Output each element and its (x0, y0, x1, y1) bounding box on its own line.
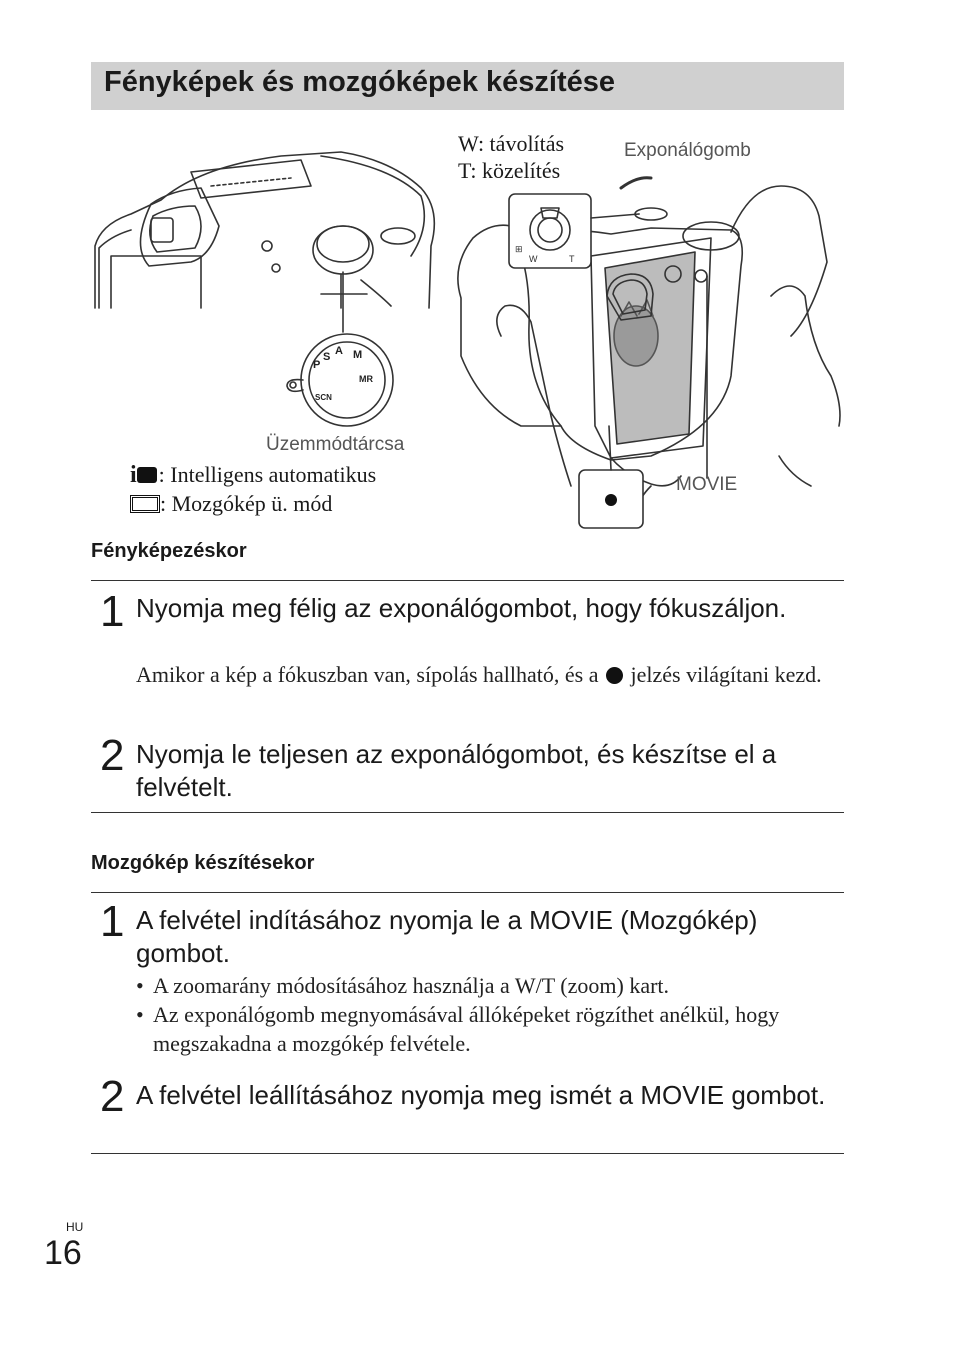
camera-top-view (95, 152, 434, 308)
step-number: 2 (100, 1072, 125, 1121)
mode-dial-label: Üzemmódtárcsa (266, 434, 405, 455)
dial-letter: SCN (315, 393, 332, 402)
dial-letter: A (335, 345, 343, 357)
lever-w-label: W (529, 254, 538, 264)
legend-movie-text: : Mozgókép ü. mód (160, 491, 333, 516)
legend-movie (130, 491, 332, 517)
step-heading: A felvétel leállításához nyomja meg ismét a MOVIE gombot. (136, 1080, 826, 1110)
movie-section-title: Mozgókép készítésekor (91, 852, 315, 874)
movie-mode-icon (130, 495, 160, 513)
intelligent-auto-icon: i (130, 462, 137, 488)
movie-label: MOVIE (676, 474, 738, 495)
zoom-t-label: T: közelítés (458, 158, 561, 183)
photo-section-title: Fényképezéskor (91, 540, 247, 562)
divider (91, 812, 844, 813)
step-number: 1 (100, 587, 125, 636)
divider (91, 1153, 844, 1154)
step-body (136, 660, 836, 689)
page-number: 16 (44, 1234, 82, 1272)
dial-letter: P (313, 359, 321, 371)
lever-t-label: T (569, 254, 575, 264)
divider (91, 580, 844, 581)
divider (91, 892, 844, 893)
dial-letter: MR (359, 374, 373, 384)
shutter-label: Exponálógomb (624, 140, 751, 161)
step-bullets (136, 971, 836, 1058)
page-title: Fényképek és mozgóképek készítése (104, 66, 615, 98)
step-number: 2 (100, 731, 125, 780)
dial-letter: S (323, 351, 331, 363)
language-code: HU (66, 1220, 84, 1234)
camera-icon (137, 467, 157, 483)
zoom-w-label: W: távolítás (458, 131, 565, 156)
dial-letter: M (353, 349, 363, 361)
step-heading: Nyomja meg félig az exponálógombot, hogy fókuszáljon. (136, 593, 787, 623)
step-body-before: Amikor a kép a fókuszban van, sípolás hallható, és a (136, 662, 599, 687)
focus-indicator-icon (606, 667, 623, 684)
legend-auto (130, 462, 376, 489)
svg-text:⊞: ⊞ (515, 244, 523, 254)
step-number: 1 (100, 897, 125, 946)
bullet-item: • Az exponálógomb megnyomásával állóképeket rögzíthet anélkül, hogy megszakadna a mozgókép felvétele. (136, 1000, 836, 1058)
step-body-after: jelzés világítani kezd. (630, 662, 822, 687)
step-heading: A felvétel indításához nyomja le a MOVIE (Mozgókép) gombot. (136, 905, 758, 968)
bullet-item: • A zoomarány módosításához használja a W/T (zoom) kart. (136, 971, 836, 1000)
step-heading: Nyomja le teljesen az exponálógombot, és készítse el a felvételt. (136, 739, 777, 802)
legend-auto-text: : Intelligens automatikus (158, 462, 377, 487)
